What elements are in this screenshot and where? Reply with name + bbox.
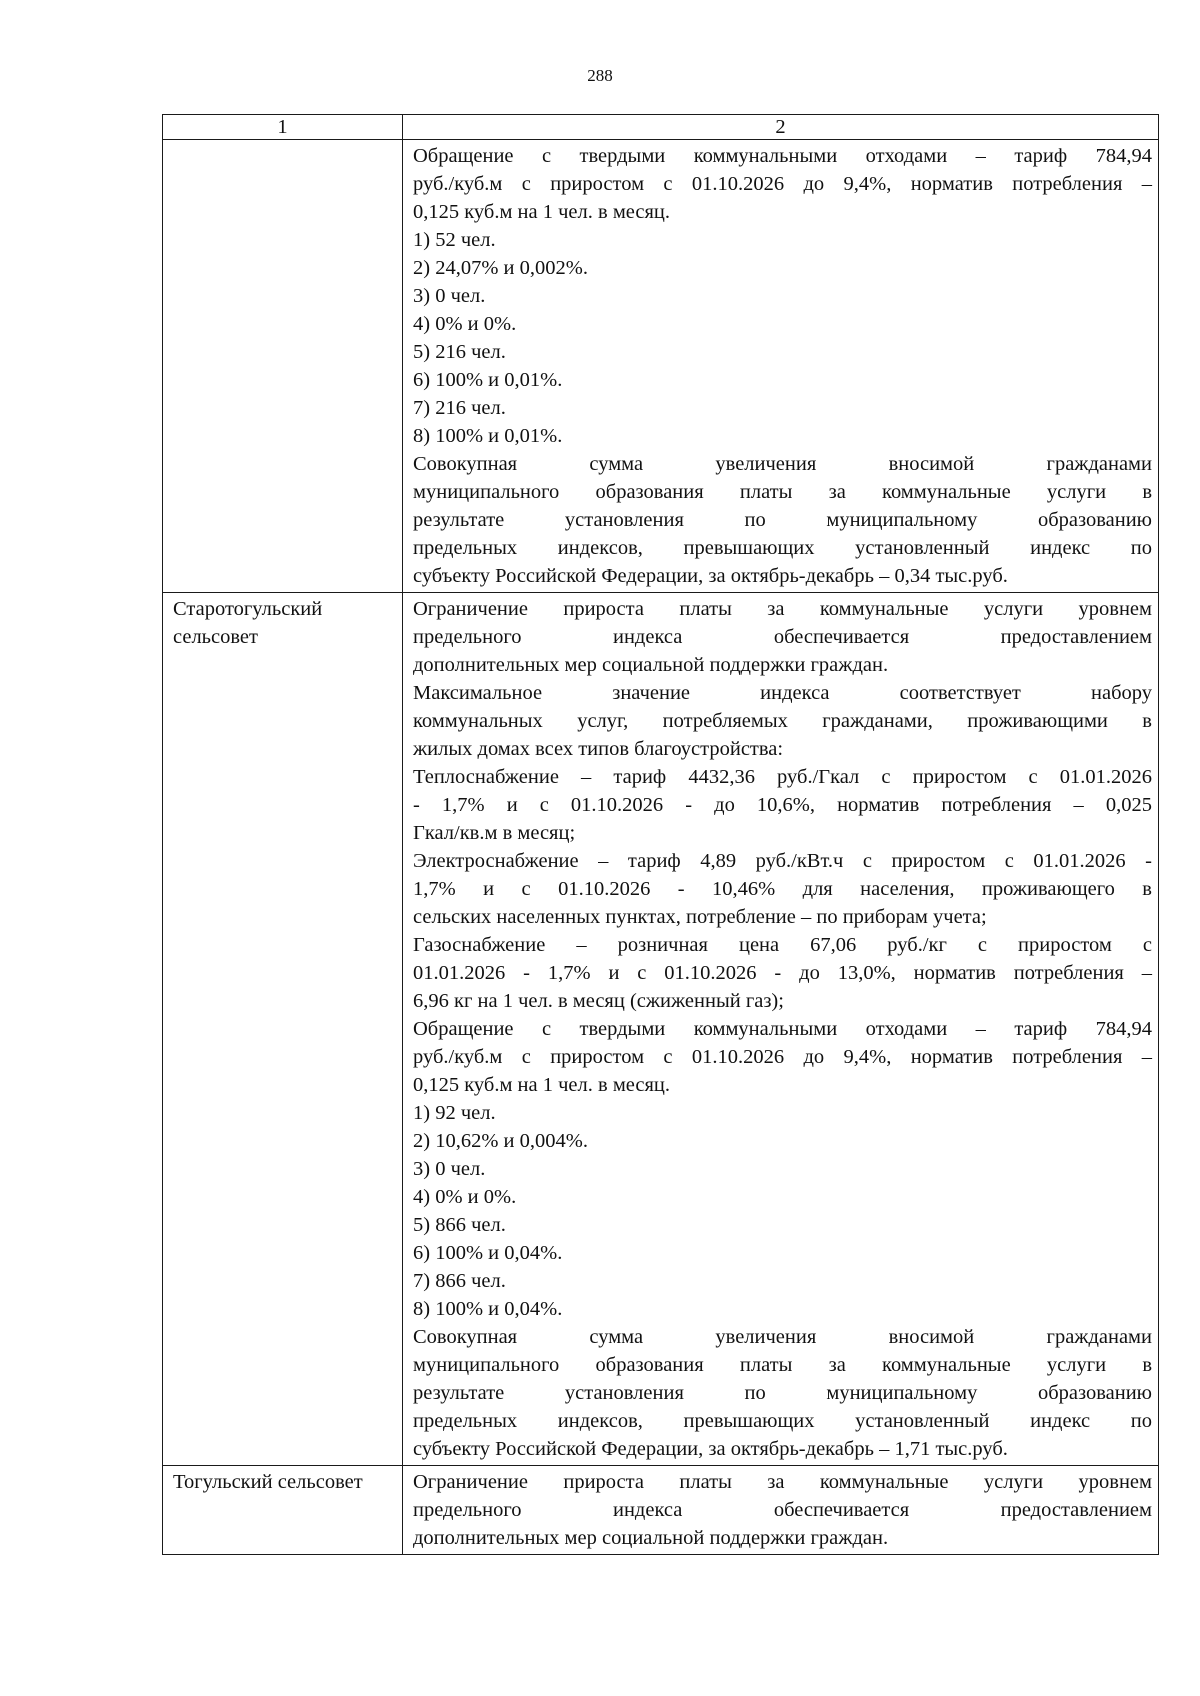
text-line: руб./куб.м с приростом с 01.10.2026 до 9,4%, норматив потребления –	[413, 173, 1152, 195]
text-line: Электроснабжение – тариф 4,89 руб./кВт.ч с приростом с 01.01.2026 -	[413, 850, 1152, 872]
description-cell	[403, 1466, 1159, 1555]
text-line: Ограничение прироста платы за коммунальные услуги уровнем	[413, 1471, 1152, 1493]
description-cell	[403, 593, 1159, 1466]
text-line: сельских населенных пунктах, потребление – по приборам учета;	[413, 906, 987, 928]
text-line: 1) 92 чел.	[413, 1102, 496, 1124]
text-line: муниципального образования платы за коммунальные услуги в	[413, 1354, 1152, 1376]
description-cell	[403, 140, 1159, 593]
text-line: Газоснабжение – розничная цена 67,06 руб./кг с приростом с	[413, 934, 1152, 956]
text-line: 8) 100% и 0,01%.	[413, 425, 563, 447]
text-line: дополнительных мер социальной поддержки граждан.	[413, 1527, 889, 1549]
text-line: предельного индекса обеспечивается предоставлением	[413, 626, 1152, 648]
table-row	[163, 1466, 1159, 1555]
municipality-name-cell: Тогульский сельсовет	[163, 1466, 403, 1555]
municipality-name-cell: Старотогульский сельсовет	[163, 593, 403, 1466]
text-line: 6) 100% и 0,01%.	[413, 369, 563, 391]
column-header-1: 1	[163, 115, 403, 140]
text-line: Обращение с твердыми коммунальными отходами – тариф 784,94	[413, 1018, 1152, 1040]
text-line: субъекту Российской Федерации, за октябрь-декабрь – 1,71 тыс.руб.	[413, 1438, 1008, 1460]
text-line: Гкал/кв.м в месяц;	[413, 822, 576, 844]
text-line: дополнительных мер социальной поддержки граждан.	[413, 654, 889, 676]
text-line: Совокупная сумма увеличения вносимой гражданами	[413, 1326, 1152, 1348]
text-line: 1) 52 чел.	[413, 229, 496, 251]
text-line: 4) 0% и 0%.	[413, 1186, 517, 1208]
text-line: Совокупная сумма увеличения вносимой гражданами	[413, 453, 1152, 475]
text-line: Ограничение прироста платы за коммунальные услуги уровнем	[413, 598, 1152, 620]
text-line: результате установления по муниципальному образованию	[413, 1382, 1152, 1404]
text-line: 5) 216 чел.	[413, 341, 506, 363]
text-line: 6) 100% и 0,04%.	[413, 1242, 563, 1264]
text-line: результате установления по муниципальному образованию	[413, 509, 1152, 531]
text-line: руб./куб.м с приростом с 01.10.2026 до 9,4%, норматив потребления –	[413, 1046, 1152, 1068]
text-line: 3) 0 чел.	[413, 285, 486, 307]
text-line: субъекту Российской Федерации, за октябрь-декабрь – 0,34 тыс.руб.	[413, 565, 1008, 587]
municipality-name-cell	[163, 140, 403, 593]
table-header-row	[163, 115, 1159, 140]
data-table	[162, 114, 1159, 1555]
text-line: - 1,7% и с 01.10.2026 - до 10,6%, норматив потребления – 0,025	[413, 794, 1152, 816]
text-line: 2) 10,62% и 0,004%.	[413, 1130, 588, 1152]
text-line: 6,96 кг на 1 чел. в месяц (сжиженный газ);	[413, 990, 784, 1012]
text-line: 7) 216 чел.	[413, 397, 506, 419]
text-line: 8) 100% и 0,04%.	[413, 1298, 563, 1320]
text-line: Теплоснабжение – тариф 4432,36 руб./Гкал с приростом с 01.01.2026	[413, 766, 1152, 788]
page-number: 288	[587, 66, 613, 85]
table-row	[163, 140, 1159, 593]
text-line: муниципального образования платы за коммунальные услуги в	[413, 481, 1152, 503]
text-line: предельных индексов, превышающих установленный индекс по	[413, 537, 1152, 559]
table-row	[163, 593, 1159, 1466]
text-line: 5) 866 чел.	[413, 1214, 506, 1236]
text-line: предельного индекса обеспечивается предоставлением	[413, 1499, 1152, 1521]
text-line: 0,125 куб.м на 1 чел. в месяц.	[413, 1074, 671, 1096]
text-line: 0,125 куб.м на 1 чел. в месяц.	[413, 201, 671, 223]
text-line: 7) 866 чел.	[413, 1270, 506, 1292]
text-line: 4) 0% и 0%.	[413, 313, 517, 335]
column-header-2: 2	[403, 115, 1159, 140]
text-line: Максимальное значение индекса соответствует набору	[413, 682, 1152, 704]
text-line: Обращение с твердыми коммунальными отходами – тариф 784,94	[413, 145, 1152, 167]
text-line: 01.01.2026 - 1,7% и с 01.10.2026 - до 13,0%, норматив потребления –	[413, 962, 1152, 984]
text-line: коммунальных услуг, потребляемых гражданами, проживающими в	[413, 710, 1152, 732]
text-line: предельных индексов, превышающих установленный индекс по	[413, 1410, 1152, 1432]
text-line: 2) 24,07% и 0,002%.	[413, 257, 588, 279]
text-line: жилых домах всех типов благоустройства:	[413, 738, 784, 760]
text-line: 1,7% и с 01.10.2026 - 10,46% для населения, проживающего в	[413, 878, 1152, 900]
text-line: 3) 0 чел.	[413, 1158, 486, 1180]
